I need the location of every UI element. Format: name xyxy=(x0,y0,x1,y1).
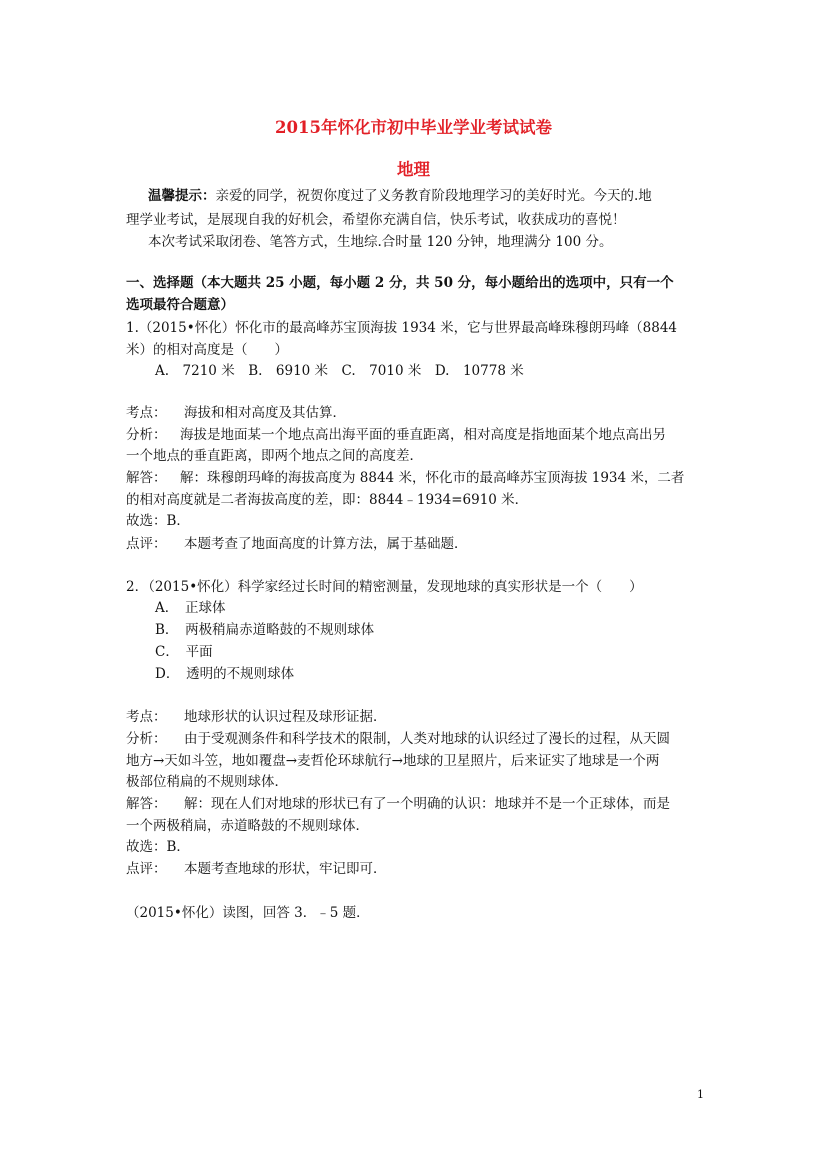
subject-title: 地理 xyxy=(397,160,430,179)
intro-line-2: 理学业考试，是展现自我的好机会，希望你充满自信，快乐考试，收获成功的喜悦！ xyxy=(126,212,626,228)
q2-option-d: D． 透明的不规则球体 xyxy=(155,666,295,682)
exam-title: 2015年怀化市初中毕业学业考试试卷 xyxy=(275,118,552,137)
q1-dianping-label: 点评： xyxy=(126,536,167,552)
q1-dianping-text: 本题考查了地面高度的计算方法，属于基础题． xyxy=(184,536,468,552)
q2-stem: 2．（2015•怀化）科学家经过长时间的精密测量，发现地球的真实形状是一个（ ） xyxy=(126,579,643,595)
q2-kaodian-label: 考点： xyxy=(126,709,167,725)
q2-jieda-2: 一个两极稍扁，赤道略鼓的不规则球体． xyxy=(126,818,369,834)
intro-text-1: 亲爱的同学，祝贺你度过了义务教育阶段地理学习的美好时光。今天的.地 xyxy=(215,188,652,204)
section-heading-1: 一、选择题（本大题共 25 小题，每小题 2 分，共 50 分，每小题给出的选项中，只有一个 xyxy=(126,275,674,291)
q1-fenxi-1 xyxy=(126,425,666,445)
intro-label: 温馨提示： xyxy=(148,188,216,204)
q1-kaodian-label: 考点： xyxy=(126,405,167,421)
q1-kaodian xyxy=(126,403,346,423)
intro-line-1 xyxy=(148,186,652,206)
q2-option-c: C． 平面 xyxy=(155,644,213,660)
q1-jieda-label: 解答： xyxy=(126,470,167,486)
q1-jieda-1 xyxy=(126,468,684,488)
q1-jieda-text-1: 解：珠穆朗玛峰的海拔高度为 8844 米，怀化市的最高峰苏宝顶海拔 1934 米，二者 xyxy=(180,470,685,486)
q1-fenxi-text-1: 海拔是地面某一个地点高出海平面的垂直距离，相对高度是指地面某个地点高出另 xyxy=(180,427,666,443)
q1-fenxi-label: 分析： xyxy=(126,427,167,443)
q1-answer: 故选：B． xyxy=(126,513,190,529)
q2-fenxi-label: 分析： xyxy=(126,731,167,747)
q1-stem-1: 1.（2015•怀化）怀化市的最高峰苏宝顶海拔 1934 米，它与世界最高峰珠穆朗玛峰（8844 xyxy=(126,320,677,336)
q2-fenxi-3: 极部位稍扁的不规则球体． xyxy=(126,774,288,790)
intro-line-3: 本次考试采取闭卷、笔答方式，生地综.合时量 120 分钟，地理满分 100 分。 xyxy=(148,234,613,250)
next-question-group: （2015•怀化）读图，回答 3．﹣5 题． xyxy=(126,905,370,921)
q2-dianping xyxy=(126,859,387,879)
q2-jieda-1 xyxy=(126,794,670,814)
q1-kaodian-text: 海拔和相对高度及其估算． xyxy=(184,405,346,421)
q2-kaodian-text: 地球形状的认识过程及球形证据． xyxy=(184,709,387,725)
q2-answer: 故选：B． xyxy=(126,839,190,855)
q2-kaodian xyxy=(126,707,387,727)
q1-options: A. 7210 米 B. 6910 米 C. 7010 米 D. 10778 米 xyxy=(155,363,524,379)
q2-dianping-text: 本题考查地球的形状，牢记即可． xyxy=(184,861,387,877)
q2-fenxi-2: 地方→天如斗笠，地如覆盘→麦哲伦环球航行→地球的卫星照片，后来证实了地球是一个两 xyxy=(126,753,660,769)
q1-dianping xyxy=(126,534,468,554)
q1-fenxi-2: 一个地点的垂直距离，即两个地点之间的高度差． xyxy=(126,448,423,464)
q1-jieda-2: 的相对高度就是二者海拔高度的差，即：8844﹣1934=6910 米． xyxy=(126,492,529,508)
q2-option-a: A． 正球体 xyxy=(155,600,226,616)
q1-stem-2: 米）的相对高度是（ ） xyxy=(126,342,288,358)
q2-jieda-label: 解答： xyxy=(126,796,167,812)
q2-option-b: B． 两极稍扁赤道略鼓的不规则球体 xyxy=(155,622,375,638)
q2-fenxi-text-1: 由于受观测条件和科学技术的限制，人类对地球的认识经过了漫长的过程，从天圆 xyxy=(184,731,670,747)
section-heading-2: 选项最符合题意） xyxy=(126,297,234,313)
q2-jieda-text-1: 解：现在人们对地球的形状已有了一个明确的认识：地球并不是一个正球体，而是 xyxy=(184,796,670,812)
page-number: 1 xyxy=(697,1088,704,1101)
q2-fenxi-1 xyxy=(126,729,670,749)
q2-dianping-label: 点评： xyxy=(126,861,167,877)
